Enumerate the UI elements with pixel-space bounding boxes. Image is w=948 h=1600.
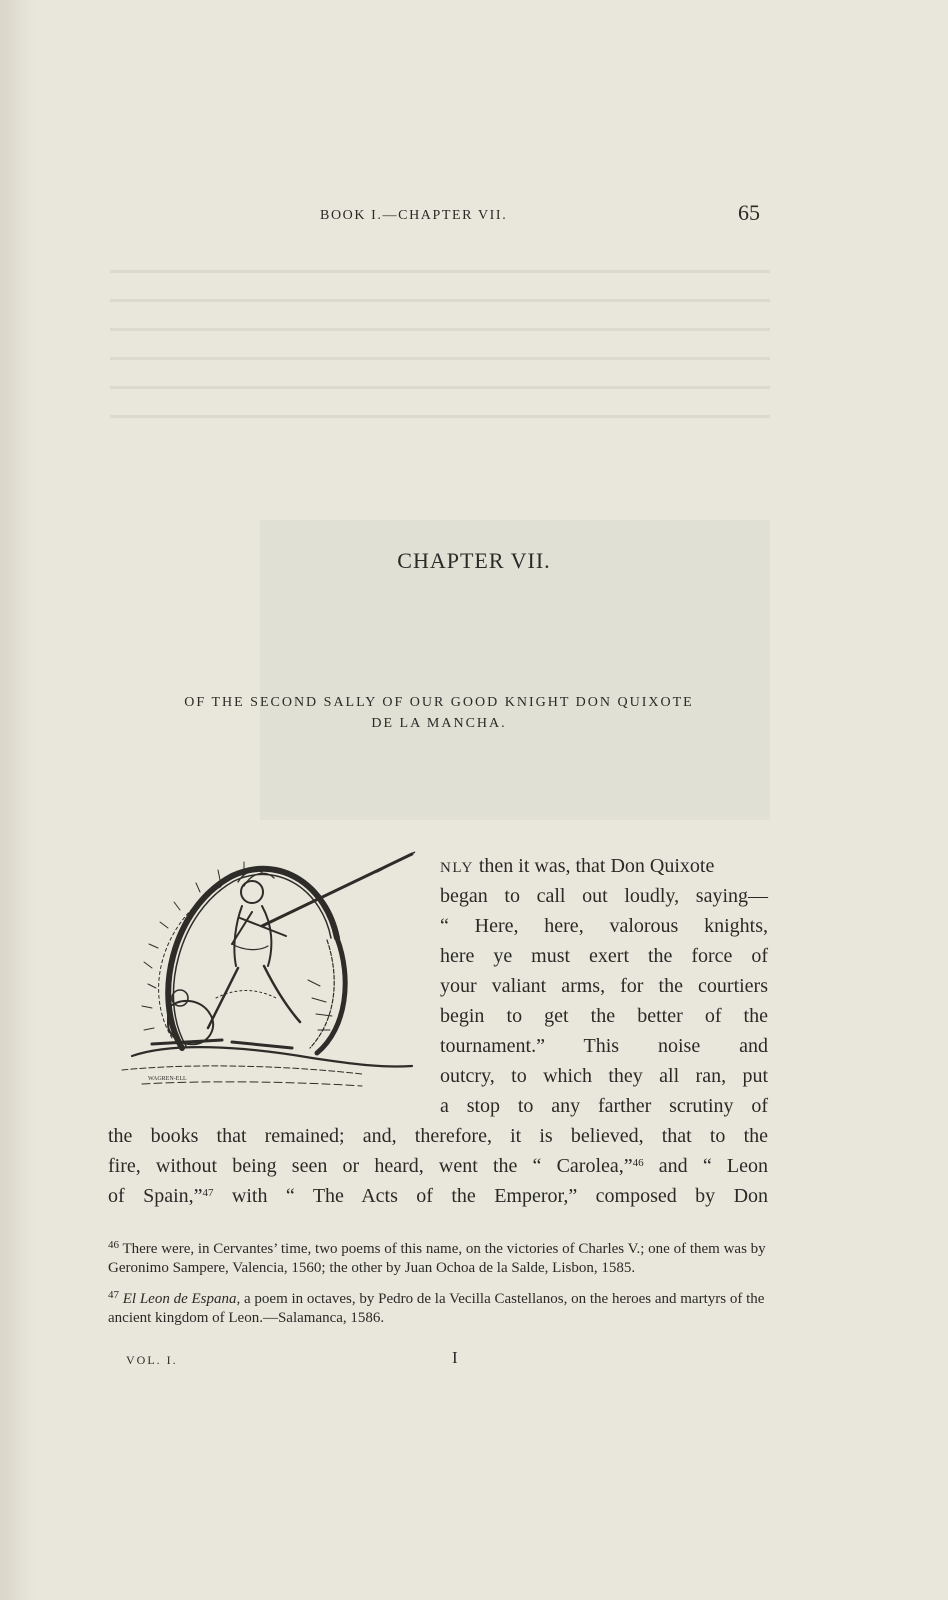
running-title: BOOK I.—CHAPTER VII. [320, 208, 508, 223]
chapter-title: CHAPTER VII. [397, 548, 551, 573]
engraver-signature: WAGREN-ELL [148, 1076, 187, 1082]
chapter-subtitle-line: OF THE SECOND SALLY OF OUR GOOD KNIGHT DON QUIXOTE [184, 695, 694, 710]
footnote-ref-46[interactable]: 46 [632, 1157, 644, 1169]
signature-letter: I [452, 1348, 458, 1367]
footnote-47 [108, 1286, 768, 1328]
chapter-subtitle [122, 692, 756, 734]
text-line: outcry, to which they all ran, put [440, 1065, 768, 1087]
chapter-subtitle-line: DE LA MANCHA. [371, 716, 507, 731]
show-through-text [110, 270, 770, 440]
text-fragment: fire, without being seen or heard, went the “ Carolea,” [108, 1155, 633, 1177]
footnote-46 [108, 1236, 768, 1278]
text-fragment: and “ Leon [643, 1155, 768, 1177]
running-head [310, 200, 760, 230]
text-line: begin to get the better of the [440, 1005, 768, 1027]
footnote-text: There were, in Cervantes’ time, two poems of this name, on the victories of Charles V.; one of them was by Geronimo Sampere, Valencia, 1560; the other by Juan Ochoa de la Salde, Lisbon, 1585. [108, 1241, 766, 1276]
body-full-lines [108, 1121, 768, 1211]
footnotes [108, 1236, 768, 1336]
text-fragment: with “ The Acts of the Emperor,” composed by Don [213, 1185, 769, 1207]
text-line: tournament.” This noise and [440, 1035, 768, 1057]
text-line: began to call out loudly, saying— [440, 885, 768, 907]
footnote-number: 46 [108, 1239, 119, 1251]
footnote-number: 47 [108, 1289, 119, 1301]
text-line: the books that remained; and, therefore, it is believed, that to the [108, 1125, 768, 1147]
lead-caps: NLY [440, 860, 474, 876]
text-line: a stop to any farther scrutiny of [440, 1095, 768, 1117]
text-line [440, 851, 768, 881]
footnote-ref-47[interactable]: 47 [202, 1187, 214, 1199]
footnote-text: a poem in octaves, by Pedro de la Vecilla Castellanos, on the heroes and martyrs of the ancient kingdom of Leon.—Salamanca, 1586. [108, 1291, 765, 1326]
text-line [108, 1181, 768, 1211]
page-number: 65 [738, 200, 760, 225]
footnote-book-title: El Leon de Espana, [122, 1291, 241, 1307]
text-line: here ye must exert the force of [440, 945, 768, 967]
volume-mark: VOL. I. [126, 1353, 178, 1367]
drop-cap-wrapped-lines [440, 851, 768, 1121]
text-line: “ Here, here, valorous knights, [440, 915, 768, 937]
text-line: your valiant arms, for the courtiers [440, 975, 768, 997]
text-fragment: of Spain,” [108, 1185, 203, 1207]
text-line [108, 1151, 768, 1181]
engraving-drawing [112, 848, 422, 1108]
text-line-rest: then it was, that Don Quixote [473, 855, 715, 877]
knight-in-letter-o-engraving-icon [112, 848, 422, 1108]
